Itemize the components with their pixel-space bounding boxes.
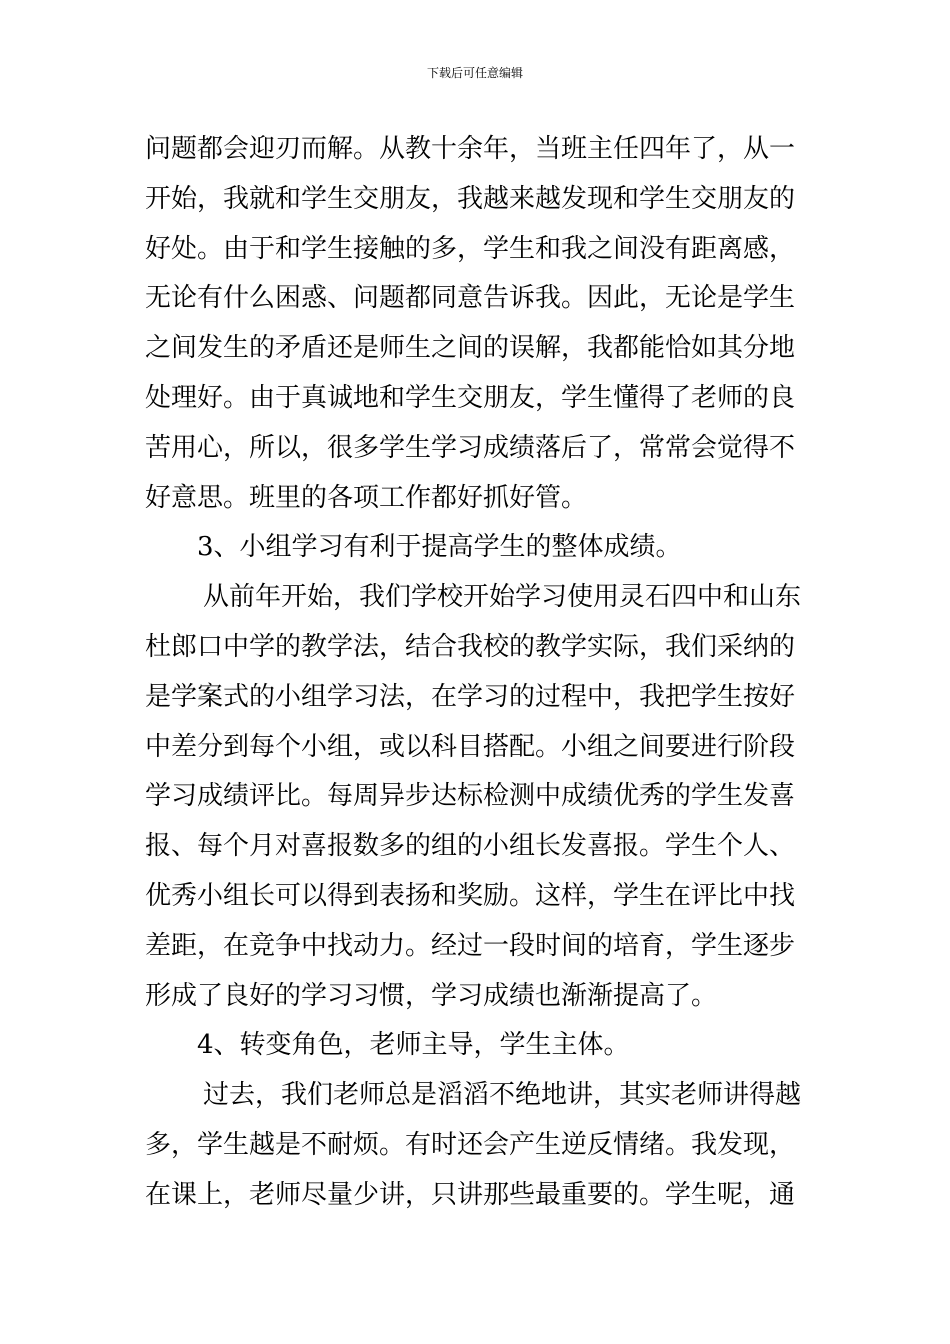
paragraph-line: 在课上，老师尽量少讲，只讲那些最重要的。学生呢，通 bbox=[145, 1179, 796, 1210]
paragraph-line: 优秀小组长可以得到表扬和奖励。这样，学生在评比中找 bbox=[145, 880, 796, 911]
page-header: 下载后可任意编辑 bbox=[426, 66, 523, 80]
section-heading: 4、转变角色，老师主导，学生主体。 bbox=[197, 1030, 630, 1061]
paragraph-line: 问题都会迎刃而解。从教十余年，当班主任四年了，从一 bbox=[145, 134, 796, 164]
paragraph-line: 是学案式的小组学习法，在学习的过程中，我把学生按好 bbox=[145, 681, 796, 712]
paragraph-line: 杜郎口中学的教学法，结合我校的教学实际，我们采纳的 bbox=[145, 631, 796, 662]
paragraph-line: 从前年开始，我们学校开始学习使用灵石四中和山东 bbox=[203, 582, 802, 613]
section-heading: 3、小组学习有利于提高学生的整体成绩。 bbox=[197, 532, 682, 563]
paragraph-line: 中差分到每个小组，或以科目搭配。小组之间要进行阶段 bbox=[145, 731, 796, 762]
document-body bbox=[145, 125, 809, 1221]
paragraph-line: 好意思。班里的各项工作都好抓好管。 bbox=[145, 482, 588, 513]
paragraph-line: 开始，我就和学生交朋友，我越来越发现和学生交朋友的 bbox=[145, 183, 796, 214]
paragraph-line: 形成了良好的学习习惯，学习成绩也渐渐提高了。 bbox=[145, 980, 718, 1011]
paragraph-line: 无论有什么困惑、问题都同意告诉我。因此，无论是学生 bbox=[145, 283, 796, 314]
paragraph-line: 过去，我们老师总是滔滔不绝地讲，其实老师讲得越 bbox=[203, 1080, 802, 1111]
paragraph-line: 之间发生的矛盾还是师生之间的误解，我都能恰如其分地 bbox=[145, 333, 796, 364]
paragraph-line: 处理好。由于真诚地和学生交朋友，学生懂得了老师的良 bbox=[145, 382, 796, 413]
paragraph-line: 学习成绩评比。每周异步达标检测中成绩优秀的学生发喜 bbox=[145, 781, 796, 812]
paragraph-line: 差距，在竞争中找动力。经过一段时间的培育，学生逐步 bbox=[145, 930, 796, 961]
paragraph-line: 好处。由于和学生接触的多，学生和我之间没有距离感， bbox=[145, 233, 796, 264]
paragraph-line: 报、每个月对喜报数多的组的小组长发喜报。学生个人、 bbox=[145, 831, 796, 862]
paragraph-line: 多，学生越是不耐烦。有时还会产生逆反情绪。我发现， bbox=[145, 1129, 796, 1160]
paragraph-line: 苦用心，所以，很多学生学习成绩落后了，常常会觉得不 bbox=[145, 432, 796, 463]
